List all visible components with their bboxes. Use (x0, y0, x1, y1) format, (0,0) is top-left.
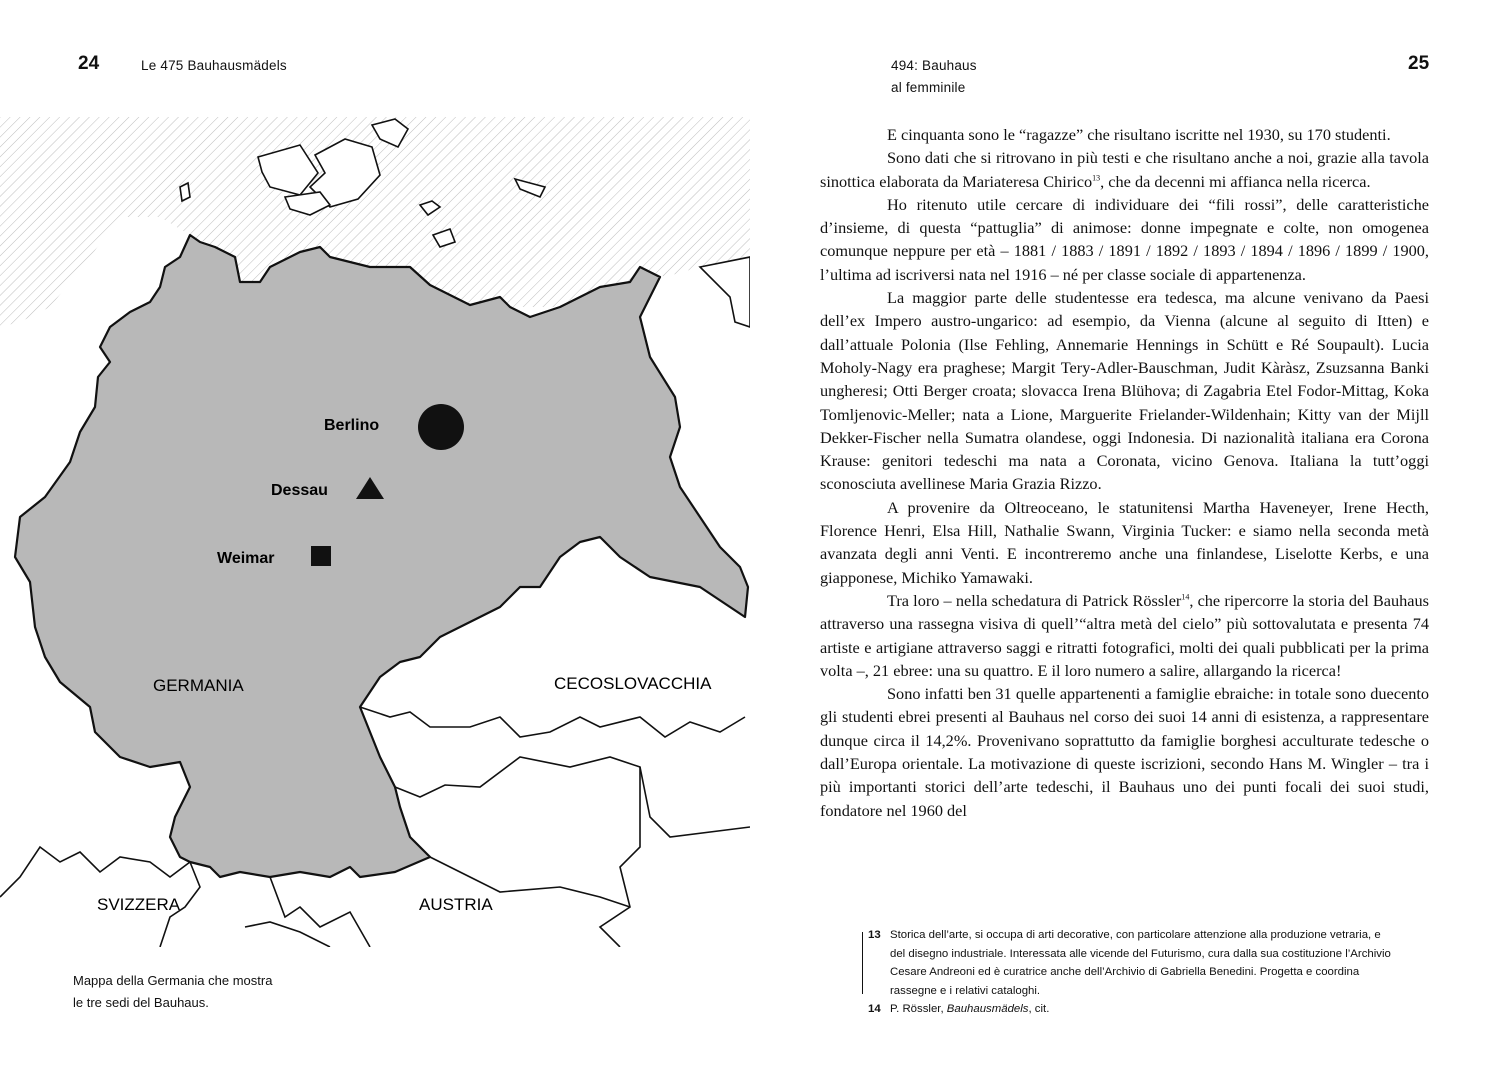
country-label-austria: AUSTRIA (419, 895, 493, 914)
body-text (820, 123, 1429, 822)
border-line (0, 847, 190, 897)
running-head: Le 475 Bauhausmädels (141, 58, 287, 73)
right-page (750, 0, 1500, 1078)
page-number: 25 (1408, 53, 1430, 74)
country-label-germany: GERMANIA (153, 676, 244, 695)
running-head-line: 494: Bauhaus (891, 58, 977, 73)
footnote-ref[interactable]: 14 (1181, 592, 1190, 602)
footnote-title: Bauhausmädels (946, 1003, 1029, 1016)
germany-territory (15, 235, 748, 877)
map-caption (73, 970, 303, 1014)
island (700, 257, 750, 327)
paragraph-text: Tra loro – nella schedatura di Patrick Rössler (887, 590, 1182, 610)
footnote-text: Storica dell’arte, si occupa di arti decorative, con particolare attenzione alla produzione vetraria, e del disegno industriale. Interessata alle vicende del Futurismo, cura dalla sua costituzione l’Archivio Cesare Andreoni ed è curatrice anche dell’Archivio di Gabriella Benedini. Progetta e coordina rassegne e i relativi cataloghi. (890, 929, 1391, 997)
footnote-number: 13 (868, 929, 881, 941)
footnote-text: , cit. (1028, 1003, 1050, 1016)
caption-line: Mappa della Germania che mostra (73, 973, 273, 988)
berlin-marker (418, 404, 464, 450)
city-label-dessau: Dessau (271, 482, 328, 499)
footnote-rule (862, 932, 863, 994)
border-line (360, 707, 745, 737)
footnote (868, 926, 1398, 1000)
footnote-text: P. Rössler, (890, 1003, 947, 1016)
city-label-weimar: Weimar (217, 550, 275, 567)
page-number: 24 (78, 53, 100, 74)
footnote (868, 1000, 1398, 1019)
paragraph-text: Sono dati che si ritrovano in più testi e che risultano anche a noi, grazie alla tavola sinottica elaborata da Mariateresa Chirico (820, 148, 1429, 191)
border-line (245, 922, 330, 947)
border-line (270, 877, 370, 947)
running-head (891, 55, 977, 99)
country-label-switzerland: SVIZZERA (97, 895, 181, 914)
country-label-czechoslovakia: CECOSLOVACCHIA (554, 674, 712, 693)
border-line (395, 757, 750, 837)
city-label-berlin: Berlino (324, 417, 380, 434)
paragraph-text: , che da decenni mi affianca nella ricerca. (1100, 171, 1371, 191)
caption-line: le tre sedi del Bauhaus. (73, 995, 209, 1010)
paragraph: Sono infatti ben 31 quelle appartenenti a famiglie ebraiche: in totale sono duecento gli studenti ebrei presenti al Bauhaus nel corso dei suoi 14 anni di esistenza, a rappresentare dunque circa il 14,2%. Provenivano soprattutto da famiglie borghesi acculturate tedesche o dall’Europa orientale. La motivazione di queste iscrizioni, secondo Hans M. Wingler – tra i più importanti storici dell’arte tedeschi, il Bauhaus uno dei punti focali dei suoi studi, fondatore nel 1960 del (820, 684, 1429, 820)
paragraph-text: , che ripercorre la storia del Bauhaus attraverso una rassegna visiva di quell’“altra metà del cielo” più sottovalutata e presenta 74 artiste e artigiane attraverso saggi e ritratti fotografici, molti dei quali pubblicati per la prima volta –, 21 ebree: una su quattro. E il loro numero a salire, allargando la ricerca! (820, 590, 1429, 680)
border-line (600, 767, 640, 947)
footnote-ref[interactable]: 13 (1092, 173, 1101, 183)
paragraph: E cinquanta sono le “ragazze” che risultano iscritte nel 1930, su 170 studenti. (887, 125, 1391, 144)
paragraph (820, 589, 1429, 682)
paragraph (820, 146, 1429, 193)
island (180, 183, 190, 201)
weimar-marker (311, 546, 331, 566)
running-head-line: al femminile (891, 80, 966, 95)
germany-map (0, 117, 750, 947)
paragraph: Ho ritenuto utile cercare di individuare dei “fili rossi”, delle caratteristiche d’insieme, di questa “pattuglia” di animose: donne impegnate e colte, non omogenea comunque neppure per età – 1881 / 1883 / 1891 / 1892 / 1893 / 1894 / 1896 / 1899 / 1900, l’ultima ad iscriversi nata nel 1916 – né per classe sociale di appartenenza. (820, 194, 1429, 284)
paragraph: La maggior parte delle studentesse era tedesca, ma alcune venivano da Paesi dell’ex Impero austro-ungarico: ad esempio, da Vienna (alcune al seguito di Itten) e dall’attuale Polonia (Ilse Fehling, Annemarie Hennings in Schütt e Ré Soupault). Lucia Moholy-Nagy era praghese; Margit Tery-Adler-Bauschman, Judit Kàràsz, Zsuzsanna Banki ungheresi; Otti Berger croata; slovacca Irena Blühova; di Zagabria Etel Fodor-Mittag, Koka Tomljenovic-Meller; nata a Lione, Marguerite Frielander-Wildenhain; Kitty van der Mijll Dekker-Fischer nella Sumatra olandese, oggi Indonesia. Di nazionalità italiana era Corona Krause: genitori tedeschi ma nata a Coronata, vicino Genova. Italiana la tutt’oggi sconosciuta avellinese Maria Grazia Rizzo. (820, 288, 1429, 494)
footnote-number: 14 (868, 1003, 881, 1016)
footnotes (868, 926, 1398, 1019)
paragraph: A provenire da Oltreoceano, le statunitensi Martha Haveneyer, Irene Hecth, Florence Henri, Elsa Hill, Nathalie Swann, Virginia Tucker: e siamo nella seconda metà avanzata degli anni Venti. E incontreremo anche una finlandese, Liselotte Kerbs, e una giapponese, Michiko Yamawaki. (820, 497, 1429, 587)
